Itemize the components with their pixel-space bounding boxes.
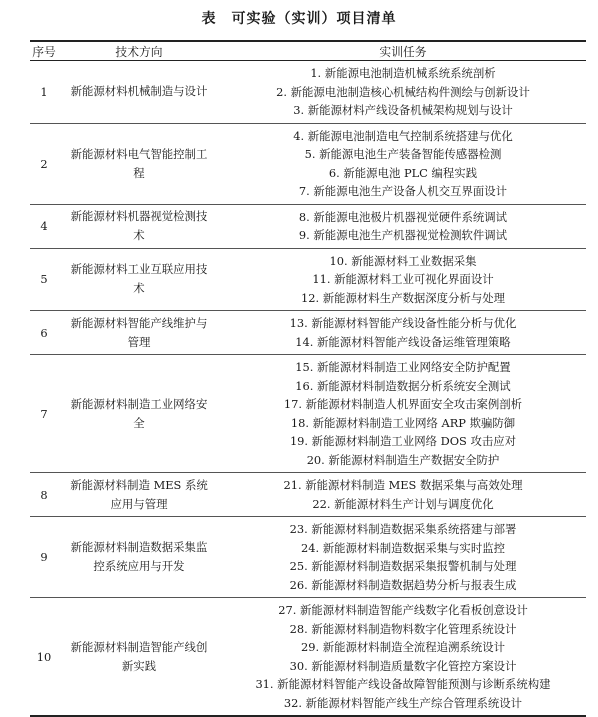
row-number: 10 xyxy=(36,649,52,664)
task-item: 32. 新能源材料智能产线生产综合管理系统设计 xyxy=(283,695,523,710)
task-item: 23. 新能源材料制造数据采集系统搭建与部署 xyxy=(289,522,517,536)
tech-direction: 新能源材料工业互联应用技术 xyxy=(70,262,208,296)
task-list xyxy=(220,517,586,598)
task-list xyxy=(220,355,586,473)
task-item: 14. 新能源材料智能产线设备运维管理策略 xyxy=(295,334,511,349)
task-item: 12. 新能源材料生产数据深度分析与处理 xyxy=(301,290,505,305)
task-item: 31. 新能源材料智能产线设备故障智能预测与诊断系统构建 xyxy=(255,677,551,691)
table-row xyxy=(30,517,586,598)
row-number: 4 xyxy=(40,219,48,233)
header-no: 序号 xyxy=(32,44,56,59)
task-item: 16. 新能源材料制造数据分析系统安全测试 xyxy=(295,378,511,393)
table-body xyxy=(30,61,586,717)
row-number: 2 xyxy=(40,156,48,171)
task-item: 27. 新能源材料制造智能产线数字化看板创意设计 xyxy=(278,603,528,617)
header-direction: 技术方向 xyxy=(115,44,163,59)
task-item: 8. 新能源电池极片机器视觉硬件系统调试 xyxy=(298,209,508,224)
task-item: 1. 新能源电池制造机械系统系统剖析 xyxy=(310,66,496,80)
task-item: 30. 新能源材料制造质量数字化管控方案设计 xyxy=(289,658,517,673)
tech-direction: 新能源材料电气智能控制工程 xyxy=(70,146,208,180)
task-item: 22. 新能源材料生产计划与调度优化 xyxy=(312,496,494,511)
tech-direction: 新能源材料制造 MES 系统应用与管理 xyxy=(70,477,208,511)
task-item: 15. 新能源材料制造工业网络安全防护配置 xyxy=(295,360,511,374)
task-list xyxy=(220,204,586,248)
task-item: 26. 新能源材料制造数据趋势分析与报表生成 xyxy=(289,577,517,592)
task-item: 24. 新能源材料制造数据采集与实时监控 xyxy=(301,540,505,555)
task-list xyxy=(220,473,586,517)
task-item: 11. 新能源材料工业可视化界面设计 xyxy=(312,272,494,286)
task-item: 18. 新能源材料制造工业网络 ARP 欺骗防御 xyxy=(290,415,516,430)
table-row xyxy=(30,248,586,311)
table-row xyxy=(30,473,586,517)
task-item: 29. 新能源材料制造全流程追溯系统设计 xyxy=(301,640,505,654)
task-item: 9. 新能源电池生产机器视觉检测软件调试 xyxy=(298,228,508,242)
task-list xyxy=(220,61,586,124)
row-number: 9 xyxy=(40,550,48,564)
row-number: 5 xyxy=(40,272,48,287)
table-row xyxy=(30,123,586,204)
row-number: 7 xyxy=(40,406,48,421)
task-item: 13. 新能源材料智能产线设备性能分析与优化 xyxy=(289,316,517,330)
task-item: 3. 新能源材料产线设备机械架构规划与设计 xyxy=(293,103,513,117)
task-item: 4. 新能源电池制造电气控制系统搭建与优化 xyxy=(293,128,513,143)
task-list xyxy=(220,598,586,717)
table-row xyxy=(30,61,586,124)
task-list xyxy=(220,248,586,311)
task-item: 19. 新能源材料制造工业网络 DOS 攻击应对 xyxy=(289,434,517,448)
task-list xyxy=(220,311,586,355)
header-tasks: 实训任务 xyxy=(379,44,427,59)
task-list xyxy=(220,123,586,204)
table-caption: 表 可实验（实训）项目清单 xyxy=(201,11,397,27)
task-item: 6. 新能源电池 PLC 编程实践 xyxy=(328,165,478,180)
task-item: 5. 新能源电池生产装备智能传感器检测 xyxy=(304,147,502,161)
table-row xyxy=(30,204,586,248)
task-item: 10. 新能源材料工业数据采集 xyxy=(329,253,477,268)
row-number: 6 xyxy=(40,325,48,340)
task-item: 25. 新能源材料制造数据采集报警机制与处理 xyxy=(289,559,517,573)
task-item: 2. 新能源电池制造核心机械结构件测绘与创新设计 xyxy=(276,84,530,99)
table-row xyxy=(30,598,586,717)
task-item: 17. 新能源材料制造人机界面安全攻击案例剖析 xyxy=(283,397,523,411)
row-number: 1 xyxy=(40,84,48,99)
task-item: 20. 新能源材料制造生产数据安全防护 xyxy=(306,452,500,467)
tech-direction: 新能源材料制造智能产线创新实践 xyxy=(70,639,208,673)
tech-direction: 新能源材料机器视觉检测技术 xyxy=(70,209,208,242)
table-header-row xyxy=(30,41,586,61)
row-number: 8 xyxy=(40,487,48,502)
table-row xyxy=(30,355,586,473)
tech-direction: 新能源材料机械制造与设计 xyxy=(70,84,208,99)
tech-direction: 新能源材料智能产线维护与管理 xyxy=(70,315,208,349)
tech-direction: 新能源材料制造数据采集监控系统应用与开发 xyxy=(70,540,208,573)
table-row xyxy=(30,311,586,355)
project-table xyxy=(30,40,586,717)
task-item: 7. 新能源电池生产设备人机交互界面设计 xyxy=(298,184,508,198)
tech-direction: 新能源材料制造工业网络安全 xyxy=(70,396,208,430)
task-item: 21. 新能源材料制造 MES 数据采集与高效处理 xyxy=(283,478,523,492)
task-item: 28. 新能源材料制造物料数字化管理系统设计 xyxy=(289,621,517,636)
